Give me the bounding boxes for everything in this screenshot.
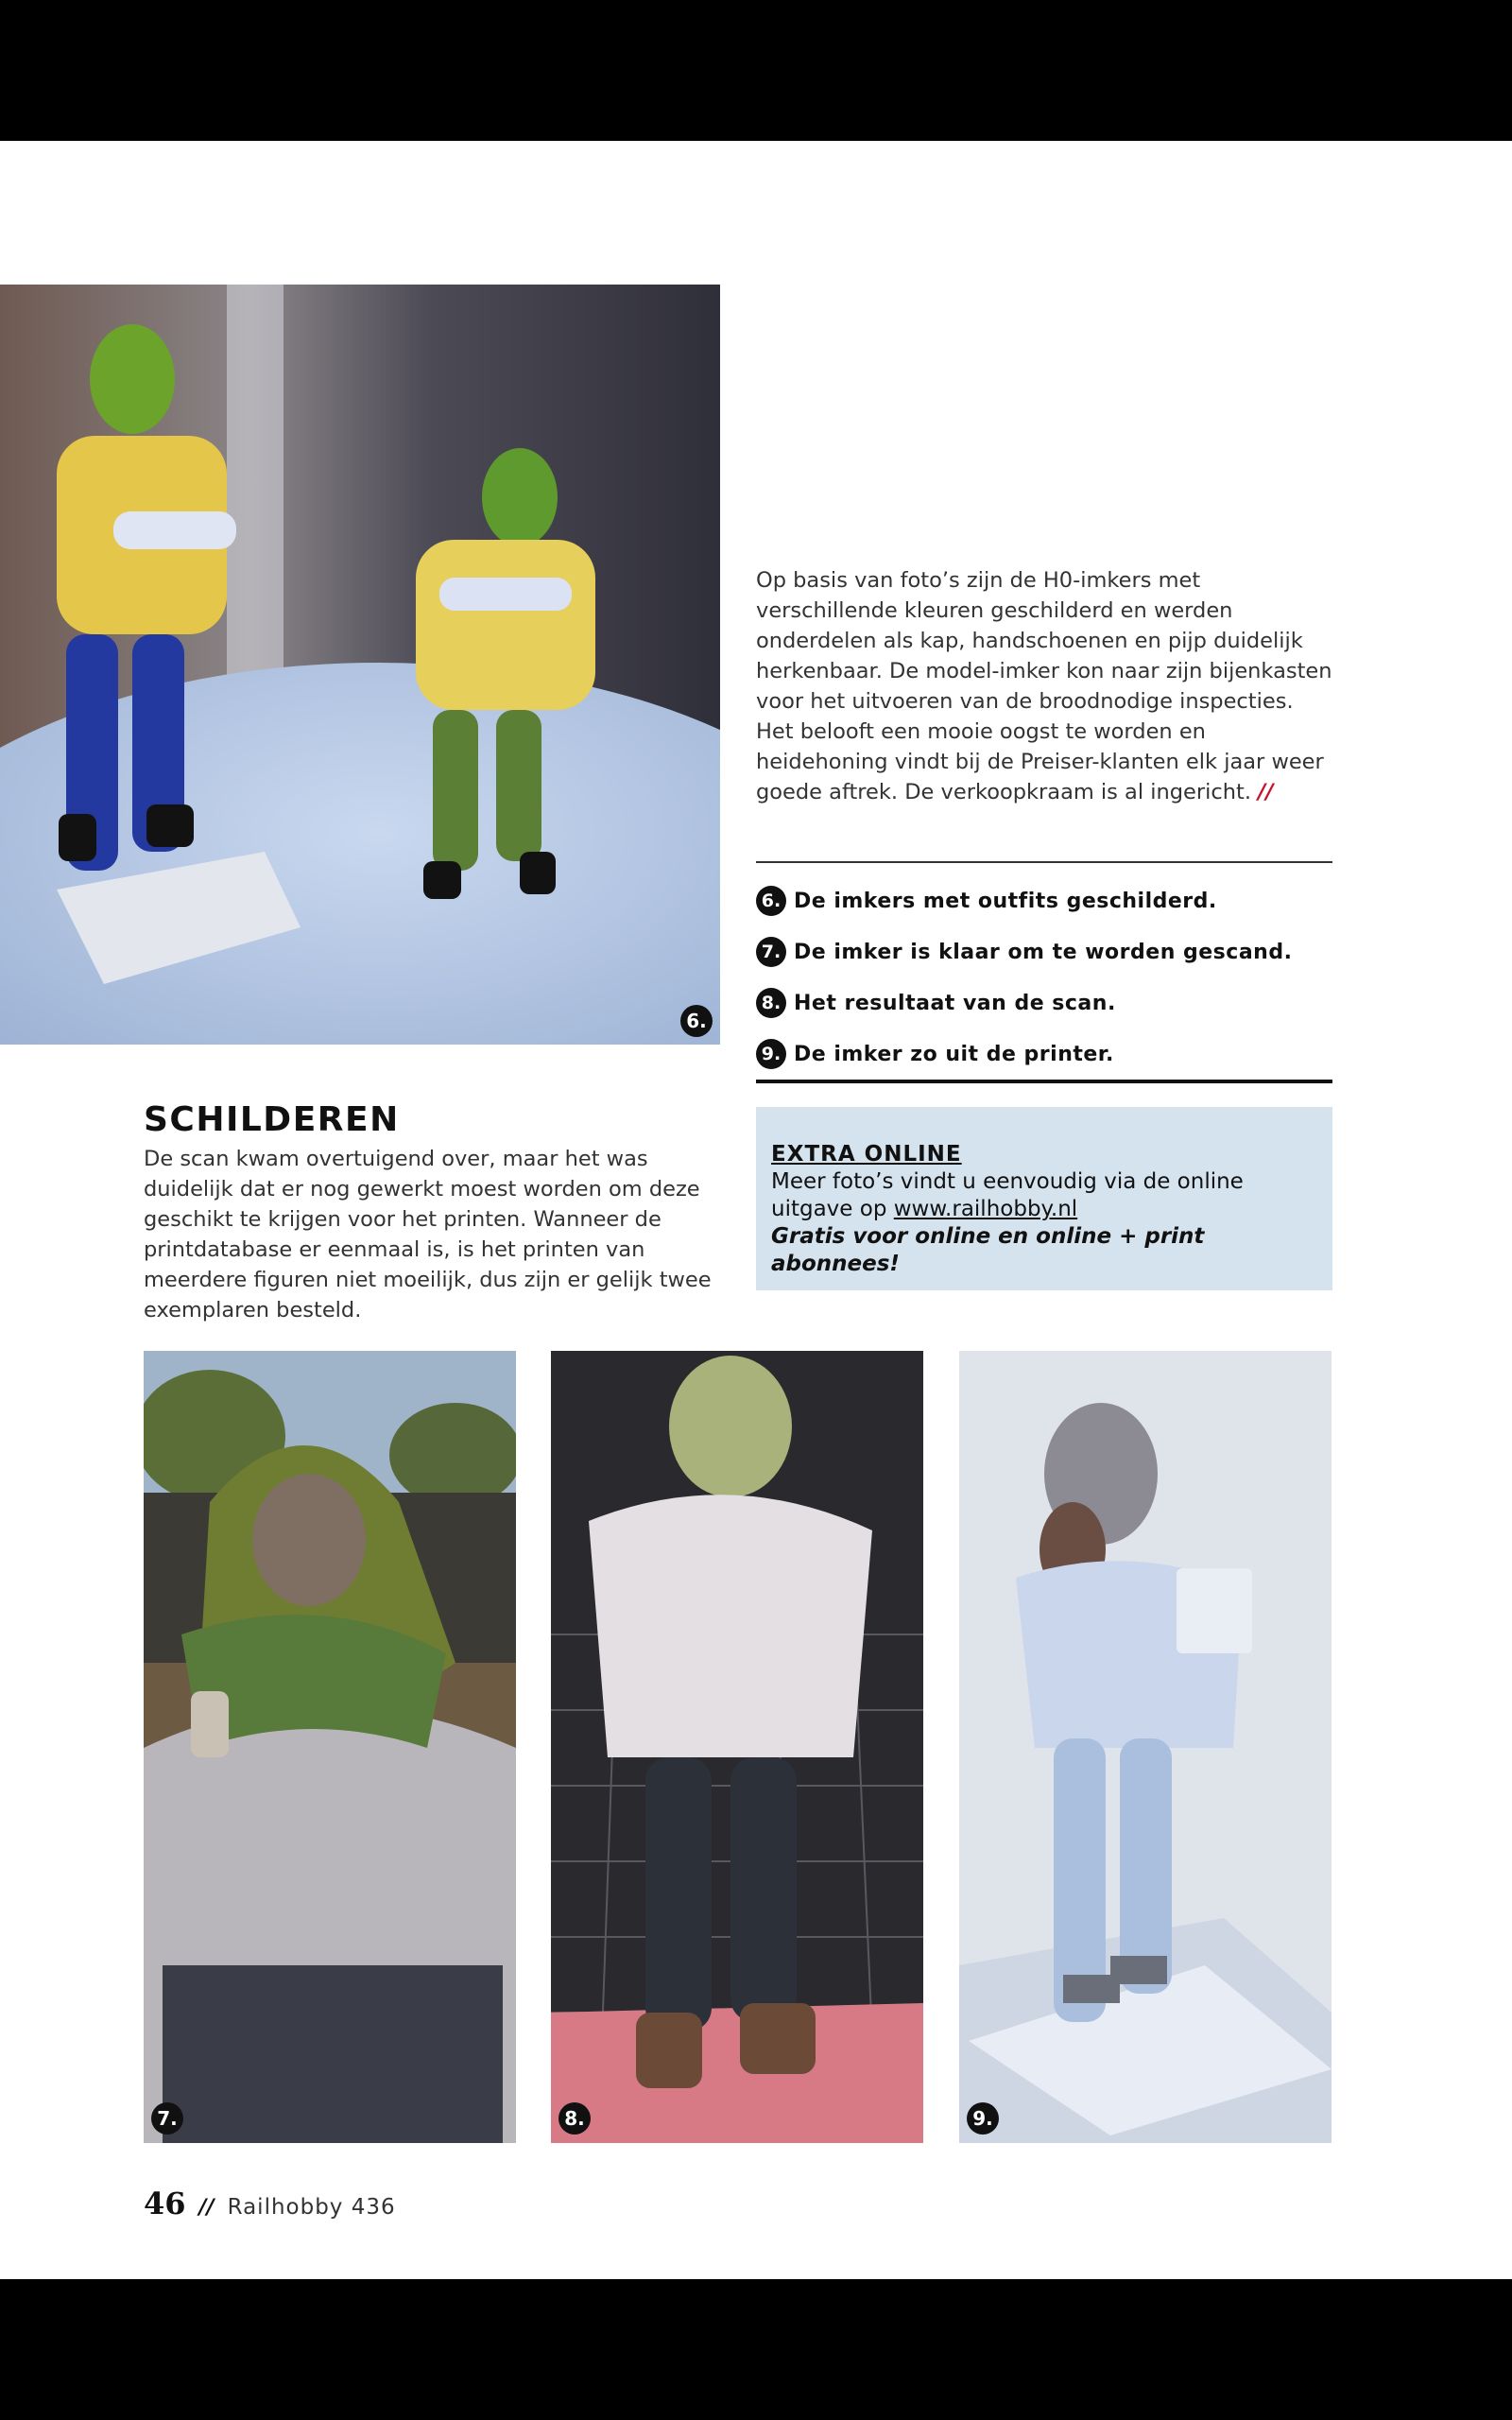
caption-item — [756, 977, 1332, 1028]
extra-online-note: Gratis voor online en online + print abonnees! — [771, 1224, 1205, 1276]
photo-6-number: 6. — [680, 1005, 713, 1037]
page-footer — [144, 2186, 396, 2221]
printed-figure-image — [959, 1351, 1332, 2143]
footer-separator: // — [198, 2196, 215, 2220]
photo-8-number: 8. — [558, 2102, 591, 2135]
page-number: 46 — [144, 2186, 186, 2221]
intro-text: Op basis van foto’s zijn de H0-imkers met verschillende kleuren geschilderd en werden onderdelen als kap, handschoenen en pijp duidelijk herkenbaar. De model-imker kon naar zijn bijenkasten voor het uitvoeren van de broodnodige inspecties. Het belooft een mooie oogst te worden en heidehoning vindt bij de Preiser-klanten elk jaar weer goede aftrek. De verkoopkraam is al ingericht. — [756, 568, 1332, 804]
caption-text: Het resultaat van de scan. — [794, 991, 1116, 1015]
end-mark: // — [1258, 780, 1274, 804]
caption-text: De imker is klaar om te worden gescand. — [794, 940, 1293, 964]
extra-online-prefix: uitgave op — [771, 1197, 894, 1221]
photo-9-number: 9. — [967, 2102, 999, 2135]
caption-text: De imker zo uit de printer. — [794, 1042, 1114, 1066]
scan-result-image — [551, 1351, 923, 2143]
magazine-issue: Railhobby 436 — [227, 2195, 396, 2220]
caption-item — [756, 1028, 1332, 1080]
photo-printed-figure — [959, 1351, 1332, 2143]
extra-online-line2 — [771, 1196, 1329, 1223]
photo-scan-result — [551, 1351, 923, 2143]
caption-number: 9. — [756, 1039, 786, 1069]
photo-painted-figures — [0, 285, 720, 1045]
photo-7-number: 7. — [151, 2102, 183, 2135]
magazine-page — [0, 141, 1512, 2279]
intro-paragraph — [756, 565, 1334, 807]
caption-text: De imkers met outfits geschilderd. — [794, 889, 1217, 913]
extra-online-title: EXTRA ONLINE — [771, 1142, 962, 1167]
section-heading: SCHILDEREN — [144, 1100, 400, 1139]
caption-number: 8. — [756, 988, 786, 1018]
photo-beekeeper — [144, 1351, 516, 2143]
extra-online-line1: Meer foto’s vindt u eenvoudig via de online — [771, 1169, 1244, 1194]
beekeeper-image — [144, 1351, 516, 2143]
caption-item — [756, 926, 1332, 977]
caption-item — [756, 875, 1332, 926]
section-body: De scan kwam overtuigend over, maar het was duidelijk dat er nog gewerkt moest worden om deze geschikt te krijgen voor het printen. Wanneer de printdatabase er eenmaal is, is het printen van meerdere figuren niet moeilijk, dus zijn er gelijk twee exemplaren besteld. — [144, 1147, 712, 1322]
painted-figures-image — [0, 285, 720, 1045]
caption-number: 6. — [756, 886, 786, 916]
railhobby-link[interactable]: www.railhobby.nl — [893, 1197, 1078, 1221]
caption-number: 7. — [756, 937, 786, 967]
caption-list — [756, 861, 1332, 1083]
extra-online-box — [756, 1107, 1332, 1290]
